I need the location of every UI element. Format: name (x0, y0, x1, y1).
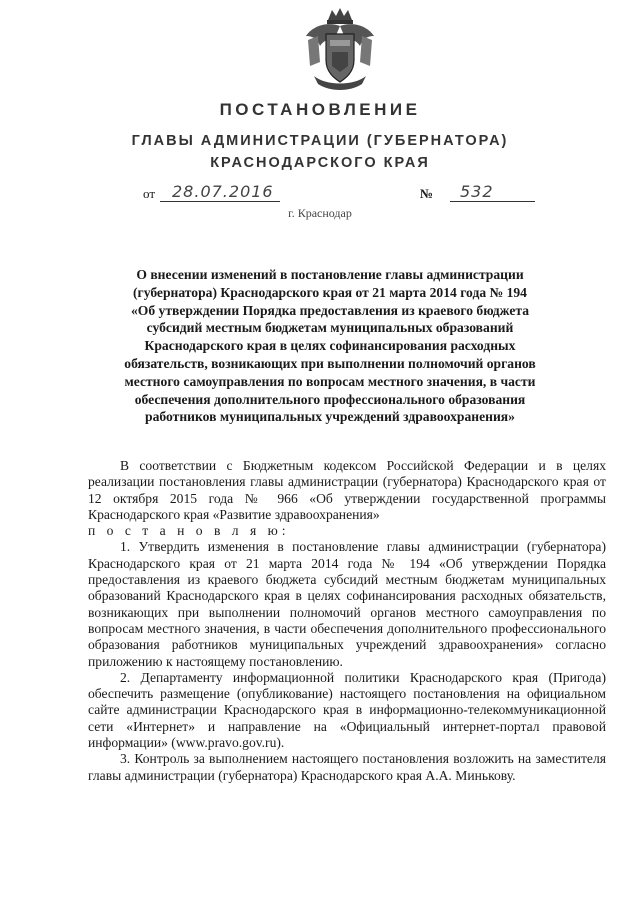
authority-line-2: КРАСНОДАРСКОГО КРАЯ (210, 155, 430, 171)
document-body (88, 458, 606, 784)
decree-word: п о с т а н о в л я ю: (88, 523, 290, 539)
handwritten-number: 532 (460, 182, 494, 201)
coat-of-arms-icon (300, 6, 380, 92)
handwritten-date: 28.07.2016 (172, 182, 274, 201)
authority-line-1: ГЛАВЫ АДМИНИСТРАЦИИ (ГУБЕРНАТОРА) (131, 133, 509, 149)
item-2-paragraph: 2. Департаменту информационной политики Краснодарского края (Пригода) обеспечить размещение (опубликование) настоящего постановления на официальном сайте администрации Краснодарского края в информационно-телекоммуникационной сети «Интернет» и направление на «Официальный интернет-портал правовой информации» (www.pravo.gov.ru). (88, 669, 606, 751)
city-label: г. Краснодар (288, 206, 352, 220)
document-type-title: ПОСТАНОВЛЕНИЕ (219, 100, 421, 119)
number-underline (450, 201, 535, 202)
number-label: № (420, 186, 434, 201)
date-label: от (143, 186, 156, 201)
date-number-row (0, 182, 640, 208)
item-3-paragraph: 3. Контроль за выполнением настоящего постановления возложить на заместителя главы администрации (губернатора) Краснодарского края А.А. Минькову. (88, 751, 606, 783)
issuing-authority (0, 130, 640, 174)
preamble-paragraph: В соответствии с Бюджетным кодексом Российской Федерации и в целях реализации постановления главы администрации (губернатора) Краснодарского края от 12 октября 2015 года № 966 «Об утверждении государственной программы Краснодарского края «Развитие здравоохранения» (88, 458, 606, 522)
document-subject: О внесении изменений в постановление главы администрации (губернатора) Краснодарского края от 21 марта 2014 года № 194 «Об утверждении Порядка предоставления из краевого бюджета субсидий местным бюджетам муниципальных образований Краснодарского края в целях софинансирования расходных обязательств, возникающих при выполнении полномочий органов местного самоуправления по вопросам местного значения, в части обеспечения дополнительного профессионального образования работников муниципальных учреждений здравоохранения» (124, 267, 536, 425)
item-1-paragraph: 1. Утвердить изменения в постановление главы администрации (губернатора) Краснодарского края от 21 марта 2014 года № 194 «Об утверждении Порядка предоставления из краевого бюджета субсидий местным бюджетам муниципальных образований Краснодарского края в целях софинансирования расходных обязательств, возникающих при выполнении полномочий органов местного самоуправления по вопросам местного значения, в части обеспечения дополнительного профессионального образования работников муниципальных учреждений здравоохранения» согласно приложению к настоящему постановлению. (88, 539, 606, 669)
date-underline (160, 201, 280, 202)
